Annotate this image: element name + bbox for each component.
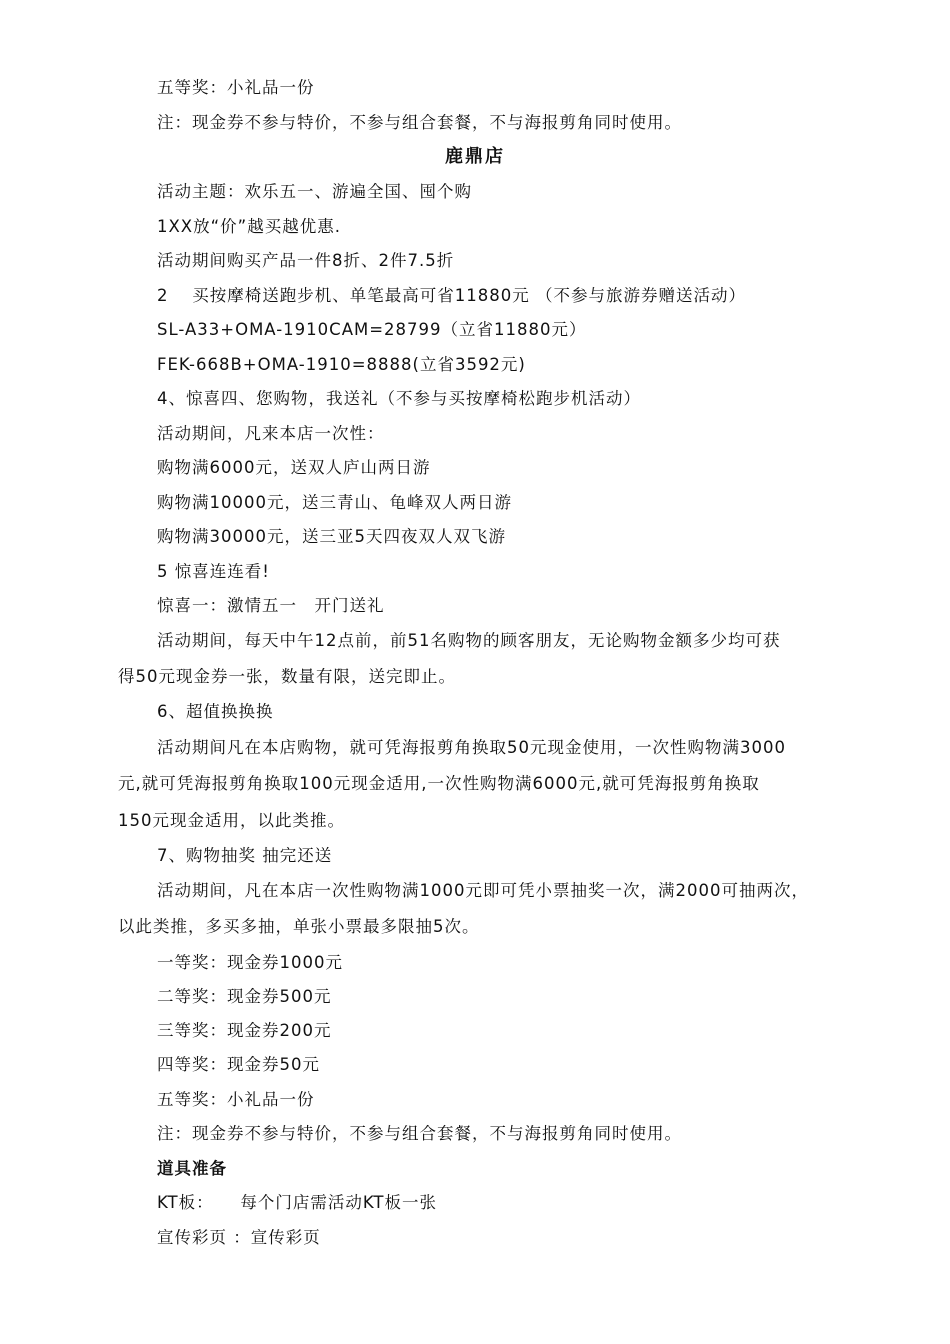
promo-6-line: 6、超值换换换 (157, 702, 274, 721)
gift-tier-1: 购物满6000元，送双人庐山两日游 (157, 458, 431, 477)
exchange-detail-b: 元,就可凭海报剪角换取100元现金适用,一次性购物满6000元,就可凭海报剪角换取 (118, 774, 760, 793)
note-line: 注：现金券不参与特价，不参与组合套餐，不与海报剪角同时使用。 (157, 113, 682, 132)
lottery-detail-b: 以此类推，多买多抽，单张小票最多限抽5次。 (118, 917, 480, 936)
gift-tier-3: 购物满30000元，送三亚5天四夜双人双飞游 (157, 527, 506, 546)
combo-1-line: SL-A33+OMA-1910CAM=28799（立省11880元） (157, 320, 587, 339)
promo-5-line: 5 惊喜连连看! (157, 562, 270, 581)
props-kt-board: KT板： 每个门店需活动KT板一张 (157, 1193, 437, 1212)
theme-line: 活动主题：欢乐五一、游遍全国、囤个购 (157, 182, 472, 201)
gift-tier-2: 购物满10000元，送三青山、龟峰双人两日游 (157, 493, 512, 512)
prize-third: 三等奖：现金券200元 (157, 1021, 332, 1040)
exchange-detail-c: 150元现金适用，以此类推。 (118, 811, 345, 830)
combo-2-line: FEK-668B+OMA-1910=8888(立省3592元) (157, 355, 526, 374)
slogan-line: 1XX放“价”越买越优惠. (157, 217, 341, 236)
prize-fourth: 四等奖：现金券50元 (157, 1055, 320, 1074)
lottery-detail-a: 活动期间，凡在本店一次性购物满1000元即可凭小票抽奖一次，满2000可抽两次， (157, 881, 809, 900)
prize-fifth-line: 五等奖：小礼品一份 (157, 78, 315, 97)
prize-fifth: 五等奖：小礼品一份 (157, 1090, 315, 1109)
surprise-1-line: 惊喜一：激情五一 开门送礼 (157, 596, 385, 615)
note-line-2: 注：现金券不参与特价，不参与组合套餐，不与海报剪角同时使用。 (157, 1124, 682, 1143)
prize-second: 二等奖：现金券500元 (157, 987, 332, 1006)
surprise-1-detail-a: 活动期间，每天中午12点前，前51名购物的顾客朋友，无论购物金额多少均可获 (157, 631, 781, 650)
section-title: 鹿鼎店 (445, 146, 505, 167)
promo-2-line: 2 买按摩椅送跑步机、单笔最高可省11880元 （不参与旅游券赠送活动） (157, 286, 746, 305)
promo-7-line: 7、购物抽奖 抽完还送 (157, 846, 333, 865)
discount-line: 活动期间购买产品一件8折、2件7.5折 (157, 251, 455, 270)
prize-first: 一等奖：现金券1000元 (157, 953, 343, 972)
promo-4-line: 4、惊喜四、您购物，我送礼（不参与买按摩椅松跑步机活动） (157, 389, 641, 408)
props-flyer: 宣传彩页 ：宣传彩页 (157, 1228, 321, 1247)
props-heading: 道具准备 (157, 1159, 227, 1178)
surprise-1-detail-b: 得50元现金券一张，数量有限，送完即止。 (118, 667, 456, 686)
period-line: 活动期间，凡来本店一次性： (157, 424, 385, 443)
exchange-detail-a: 活动期间凡在本店购物，就可凭海报剪角换取50元现金使用，一次性购物满3000 (157, 738, 786, 757)
